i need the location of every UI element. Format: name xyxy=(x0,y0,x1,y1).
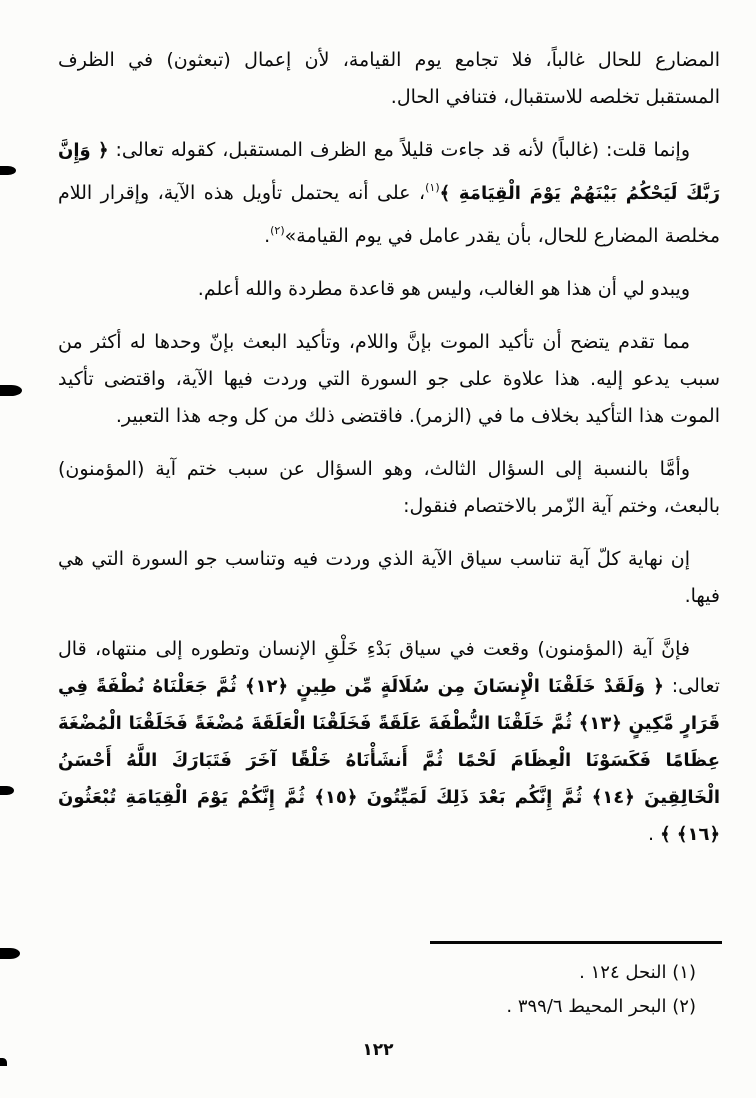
paragraph xyxy=(58,132,720,255)
page-body-text xyxy=(58,42,720,869)
footnote-text: البحر المحيط ٣٩٩/٦ . xyxy=(506,996,667,1017)
footnote-1 xyxy=(60,956,696,990)
footnote-marker: (١) xyxy=(672,962,696,983)
scan-artifact-mark xyxy=(0,786,14,795)
footnote-2 xyxy=(60,990,696,1024)
footnote-ref-2: (٢) xyxy=(270,224,285,237)
page-number: ١٢٢ xyxy=(362,1040,394,1060)
scan-artifact-mark xyxy=(0,385,22,396)
footnotes-section xyxy=(60,956,696,1024)
body-text: . xyxy=(264,225,271,247)
body-text: وإنما قلت: (غالباً) لأنه قد جاءت قليلاً مع الظرف المستقبل، كقوله تعالى: xyxy=(108,139,691,161)
paragraph: مما تقدم يتضح أن تأكيد الموت بإنَّ واللام، وتأكيد البعث بإنّ وحدها له أكثر من سبب يدعو إليه. هذا علاوة على جو السورة التي وردت فيها الآية، واقتضى تأكيد الموت هذا التأكيد بخلاف ما في (الزمر). فاقتضى ذلك من كل وجه هذا التعبير. xyxy=(58,331,720,427)
footnote-text: النحل ١٢٤ . xyxy=(579,962,667,983)
body-text: ، على أنه يحتمل تأويل هذه الآية، وإقرار اللام مخلصة المضارع للحال، بأن يقدر عامل في يوم القيامة» xyxy=(58,182,720,247)
body-text: فإنَّ آية (المؤمنون) وقعت في سياق بَدْءِ خَلْقِ الإنسان وتطوره إلى منتهاه، قال تعالى: xyxy=(58,638,720,697)
paragraph-continuation: المضارع للحال غالباً، فلا تجامع يوم القيامة، لأن إعمال (تبعثون) في الظرف المستقبل تخلصه للاستقبال، فتنافي الحال. xyxy=(58,49,720,108)
quran-quote-nahl: ﴿ وَإِنَّ رَبَّكَ لَيَحْكُمُ بَيْنَهُمْ يَوْمَ الْقِيَامَةِ ﴾ xyxy=(58,140,720,204)
scan-artifact-mark xyxy=(0,948,20,959)
scan-artifact-mark xyxy=(0,166,16,175)
paragraph: وأمَّا بالنسبة إلى السؤال الثالث، وهو السؤال عن سبب ختم آية (المؤمنون) بالبعث، وختم آية الزّمر بالاختصام فنقول: xyxy=(58,458,720,517)
paragraph xyxy=(58,631,720,853)
footnote-ref-1: (١) xyxy=(425,181,440,194)
footnote-marker: (٢) xyxy=(672,996,696,1017)
paragraph: إن نهاية كلّ آية تناسب سياق الآية الذي وردت فيه وتناسب جو السورة التي هي فيها. xyxy=(58,548,720,607)
quran-quote-muminun-12-16: ﴿ وَلَقَدْ خَلَقْنَا الْإِنسَانَ مِن سُلَالَةٍ مِّن طِينٍ ﴿١٢﴾ ثُمَّ جَعَلْنَاهُ نُطْفَةً فِي قَرَارٍ مَّكِينٍ ﴿١٣﴾ ثُمَّ خَلَقْنَا النُّطْفَةَ عَلَقَةً فَخَلَقْنَا الْعَلَقَةَ مُضْغَةً فَخَلَقْنَا الْمُضْغَةَ عِظَامًا فَكَسَوْنَا الْعِظَامَ لَحْمًا ثُمَّ أَنشَأْنَاهُ خَلْقًا آخَرَ فَتَبَارَكَ اللَّهُ أَحْسَنُ الْخَالِقِينَ ﴿١٤﴾ ثُمَّ إِنَّكُم بَعْدَ ذَلِكَ لَمَيِّتُونَ ﴿١٥﴾ ثُمَّ إِنَّكُمْ يَوْمَ الْقِيَامَةِ تُبْعَثُونَ ﴿١٦﴾ ﴾ xyxy=(58,676,720,845)
body-text: . xyxy=(648,823,661,845)
footnote-separator xyxy=(430,941,722,944)
paragraph: ويبدو لي أن هذا هو الغالب، وليس هو قاعدة مطردة والله أعلم. xyxy=(197,278,690,300)
